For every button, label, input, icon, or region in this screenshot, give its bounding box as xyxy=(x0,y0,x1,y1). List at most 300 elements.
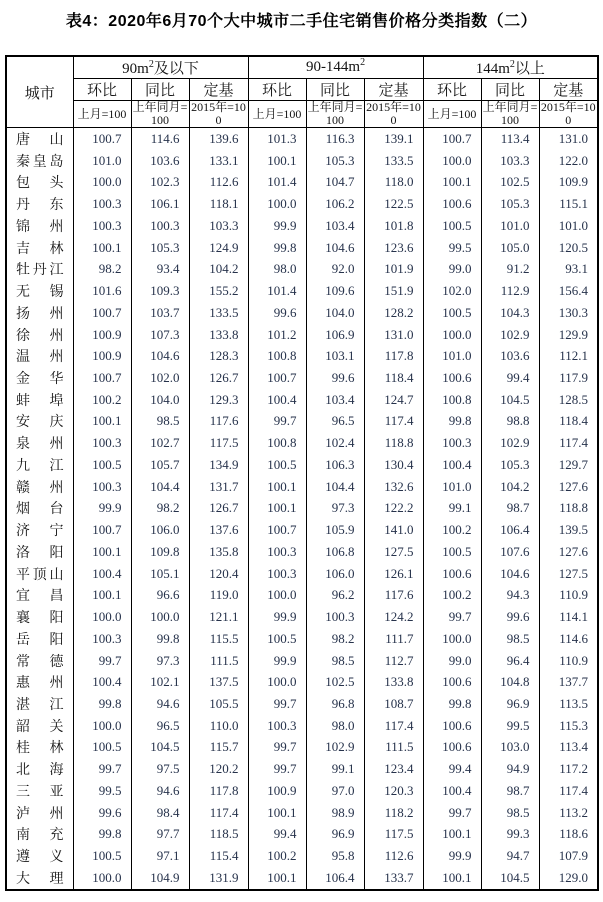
index-value: 99.8 xyxy=(248,237,306,259)
index-value: 117.4 xyxy=(189,802,248,824)
index-value: 98.4 xyxy=(131,802,189,824)
index-value: 100.8 xyxy=(248,432,306,454)
index-value: 98.0 xyxy=(306,715,364,737)
city-name: 湛江 xyxy=(6,693,73,715)
table-row xyxy=(6,650,598,672)
table-row xyxy=(6,280,598,302)
index-value: 104.5 xyxy=(481,867,539,890)
index-value: 98.7 xyxy=(481,780,539,802)
index-value: 100.3 xyxy=(248,715,306,737)
base-header-last-month: 上月=100 xyxy=(248,101,306,128)
index-value: 155.2 xyxy=(189,280,248,302)
index-value: 110.9 xyxy=(539,584,598,606)
index-value: 104.4 xyxy=(131,476,189,498)
city-name: 无锡 xyxy=(6,280,73,302)
base-header-2015: 2015年=100 xyxy=(189,101,248,128)
index-value: 104.6 xyxy=(131,345,189,367)
index-value: 114.6 xyxy=(131,128,189,150)
index-value: 106.2 xyxy=(306,193,364,215)
index-value: 91.2 xyxy=(481,258,539,280)
index-value: 117.8 xyxy=(189,780,248,802)
index-value: 100.0 xyxy=(73,606,131,628)
city-name: 宜昌 xyxy=(6,584,73,606)
index-value: 101.6 xyxy=(73,280,131,302)
index-value: 100.5 xyxy=(423,541,481,563)
city-name: 徐州 xyxy=(6,324,73,346)
index-value: 99.6 xyxy=(306,367,364,389)
index-value: 99.6 xyxy=(481,606,539,628)
index-value: 100.7 xyxy=(423,128,481,150)
index-value: 110.9 xyxy=(539,650,598,672)
index-value: 98.7 xyxy=(481,498,539,520)
index-value: 100.6 xyxy=(423,563,481,585)
index-value: 111.5 xyxy=(364,737,423,759)
index-value: 100.3 xyxy=(73,215,131,237)
city-name: 桂林 xyxy=(6,737,73,759)
index-value: 131.9 xyxy=(189,867,248,890)
index-value: 135.8 xyxy=(189,541,248,563)
index-value: 101.4 xyxy=(248,172,306,194)
index-value: 113.2 xyxy=(539,802,598,824)
table-row xyxy=(6,389,598,411)
city-name: 三亚 xyxy=(6,780,73,802)
index-value: 94.7 xyxy=(481,845,539,867)
city-name: 常德 xyxy=(6,650,73,672)
table-row xyxy=(6,454,598,476)
index-value: 100.5 xyxy=(248,628,306,650)
city-name: 牡丹江 xyxy=(6,258,73,280)
table-header xyxy=(6,56,598,128)
index-value: 124.2 xyxy=(364,606,423,628)
index-value: 102.0 xyxy=(423,280,481,302)
index-value: 100.0 xyxy=(131,606,189,628)
index-value: 105.3 xyxy=(131,237,189,259)
index-value: 100.3 xyxy=(306,606,364,628)
index-value: 100.5 xyxy=(73,454,131,476)
index-value: 97.3 xyxy=(306,498,364,520)
index-value: 98.5 xyxy=(306,650,364,672)
index-value: 97.5 xyxy=(131,758,189,780)
index-value: 112.6 xyxy=(364,845,423,867)
index-value: 112.7 xyxy=(364,650,423,672)
index-value: 100.0 xyxy=(73,867,131,890)
index-value: 117.9 xyxy=(539,367,598,389)
table-row xyxy=(6,432,598,454)
index-value: 108.7 xyxy=(364,693,423,715)
index-value: 100.4 xyxy=(248,389,306,411)
index-value: 102.1 xyxy=(131,671,189,693)
index-value: 117.6 xyxy=(189,411,248,433)
col-header-fixed-base: 定基 xyxy=(189,79,248,101)
index-value: 100.1 xyxy=(73,411,131,433)
index-value: 118.1 xyxy=(189,193,248,215)
index-value: 105.7 xyxy=(131,454,189,476)
table-row xyxy=(6,258,598,280)
index-value: 129.3 xyxy=(189,389,248,411)
index-value: 100.0 xyxy=(73,715,131,737)
index-value: 99.7 xyxy=(423,606,481,628)
index-value: 115.3 xyxy=(539,715,598,737)
table-row xyxy=(6,215,598,237)
index-value: 117.4 xyxy=(364,715,423,737)
index-value: 118.5 xyxy=(189,824,248,846)
base-header-same-month-last-year: 上年同月=100 xyxy=(482,100,538,127)
index-value: 102.0 xyxy=(131,367,189,389)
index-value: 103.6 xyxy=(131,150,189,172)
index-value: 100.3 xyxy=(423,432,481,454)
index-value: 117.4 xyxy=(364,411,423,433)
group-header-90-and-below: $90m^2$及以下 xyxy=(73,56,248,79)
index-value: 99.4 xyxy=(248,824,306,846)
index-value: 100.6 xyxy=(423,671,481,693)
index-value: 111.7 xyxy=(364,628,423,650)
index-value: 107.9 xyxy=(539,845,598,867)
index-value: 99.1 xyxy=(423,498,481,520)
city-name: 赣州 xyxy=(6,476,73,498)
index-value: 100.0 xyxy=(248,671,306,693)
col-header-fixed-base: 定基 xyxy=(539,79,598,101)
index-value: 120.5 xyxy=(539,237,598,259)
index-value: 122.2 xyxy=(364,498,423,520)
index-value: 99.4 xyxy=(423,758,481,780)
table-row xyxy=(6,758,598,780)
index-value: 107.6 xyxy=(481,541,539,563)
table-row xyxy=(6,302,598,324)
index-value: 100.1 xyxy=(248,498,306,520)
index-value: 100.4 xyxy=(423,454,481,476)
index-value: 100.2 xyxy=(423,584,481,606)
index-value: 100.7 xyxy=(248,367,306,389)
index-value: 103.1 xyxy=(306,345,364,367)
index-value: 109.6 xyxy=(306,280,364,302)
index-value: 106.0 xyxy=(306,563,364,585)
index-value: 133.8 xyxy=(189,324,248,346)
index-value: 104.5 xyxy=(481,389,539,411)
index-value: 117.5 xyxy=(364,824,423,846)
index-value: 98.2 xyxy=(306,628,364,650)
table-row xyxy=(6,715,598,737)
index-value: 156.4 xyxy=(539,280,598,302)
index-value: 100.8 xyxy=(248,345,306,367)
index-value: 104.0 xyxy=(306,302,364,324)
index-value: 101.0 xyxy=(73,150,131,172)
index-value: 100.1 xyxy=(73,584,131,606)
index-value: 100.0 xyxy=(423,324,481,346)
index-value: 105.3 xyxy=(306,150,364,172)
col-header-fixed-base: 定基 xyxy=(364,79,423,101)
index-value: 118.6 xyxy=(539,824,598,846)
index-value: 100.1 xyxy=(73,541,131,563)
index-value: 120.3 xyxy=(364,780,423,802)
price-index-table xyxy=(5,55,599,891)
index-value: 116.3 xyxy=(306,128,364,150)
index-value: 115.4 xyxy=(189,845,248,867)
index-value: 100.5 xyxy=(423,215,481,237)
index-value: 100.7 xyxy=(73,519,131,541)
index-value: 102.9 xyxy=(481,324,539,346)
table-row xyxy=(6,867,598,890)
table-row xyxy=(6,345,598,367)
index-value: 103.3 xyxy=(481,150,539,172)
col-header-mom: 环比 xyxy=(248,79,306,101)
table-row xyxy=(6,802,598,824)
index-value: 100.0 xyxy=(73,172,131,194)
index-value: 118.4 xyxy=(364,367,423,389)
index-value: 104.2 xyxy=(481,476,539,498)
index-value: 100.6 xyxy=(423,715,481,737)
index-value: 100.3 xyxy=(131,215,189,237)
index-value: 117.2 xyxy=(539,758,598,780)
index-value: 120.4 xyxy=(189,563,248,585)
index-value: 96.6 xyxy=(131,584,189,606)
index-value: 100.9 xyxy=(248,780,306,802)
index-value: 100.6 xyxy=(423,737,481,759)
table-body xyxy=(6,128,598,891)
index-value: 122.0 xyxy=(539,150,598,172)
index-value: 101.0 xyxy=(539,215,598,237)
city-name: 九江 xyxy=(6,454,73,476)
index-value: 99.0 xyxy=(423,650,481,672)
index-value: 99.8 xyxy=(73,693,131,715)
index-value: 113.4 xyxy=(539,737,598,759)
city-name: 惠州 xyxy=(6,671,73,693)
index-value: 99.9 xyxy=(248,215,306,237)
index-value: 100.4 xyxy=(423,780,481,802)
index-value: 151.9 xyxy=(364,280,423,302)
table-row xyxy=(6,671,598,693)
index-value: 93.1 xyxy=(539,258,598,280)
index-value: 106.8 xyxy=(306,541,364,563)
table-row xyxy=(6,411,598,433)
city-name: 安庆 xyxy=(6,411,73,433)
index-value: 101.0 xyxy=(423,345,481,367)
index-value: 100.1 xyxy=(73,237,131,259)
index-value: 101.2 xyxy=(248,324,306,346)
index-value: 119.0 xyxy=(189,584,248,606)
index-value: 100.5 xyxy=(423,302,481,324)
index-value: 100.0 xyxy=(423,628,481,650)
index-value: 100.1 xyxy=(423,172,481,194)
index-value: 109.8 xyxy=(131,541,189,563)
index-value: 109.3 xyxy=(131,280,189,302)
index-value: 130.4 xyxy=(364,454,423,476)
index-value: 99.7 xyxy=(248,693,306,715)
city-name: 锦州 xyxy=(6,215,73,237)
index-value: 99.9 xyxy=(248,650,306,672)
index-value: 100.2 xyxy=(248,845,306,867)
city-name: 南充 xyxy=(6,824,73,846)
index-value: 97.1 xyxy=(131,845,189,867)
index-value: 118.8 xyxy=(364,432,423,454)
index-value: 114.1 xyxy=(539,606,598,628)
index-value: 99.8 xyxy=(131,628,189,650)
table-row xyxy=(6,737,598,759)
index-value: 106.4 xyxy=(306,867,364,890)
index-value: 100.7 xyxy=(73,367,131,389)
base-header-2015: 2015年=100 xyxy=(539,101,598,128)
table-row xyxy=(6,628,598,650)
index-value: 100.4 xyxy=(73,563,131,585)
index-value: 102.3 xyxy=(131,172,189,194)
index-value: 99.7 xyxy=(248,758,306,780)
table-row xyxy=(6,237,598,259)
index-value: 109.9 xyxy=(539,172,598,194)
index-value: 96.9 xyxy=(306,824,364,846)
table-row xyxy=(6,845,598,867)
index-value: 120.2 xyxy=(189,758,248,780)
index-value: 114.6 xyxy=(539,628,598,650)
table-row xyxy=(6,541,598,563)
index-value: 94.6 xyxy=(131,780,189,802)
index-value: 134.9 xyxy=(189,454,248,476)
index-value: 98.5 xyxy=(481,628,539,650)
index-value: 103.3 xyxy=(189,215,248,237)
index-value: 100.3 xyxy=(248,541,306,563)
index-value: 122.5 xyxy=(364,193,423,215)
index-value: 131.0 xyxy=(364,324,423,346)
index-value: 102.9 xyxy=(481,432,539,454)
index-value: 94.6 xyxy=(131,693,189,715)
index-value: 112.6 xyxy=(189,172,248,194)
col-header-yoy: 同比 xyxy=(131,79,189,101)
table-row xyxy=(6,498,598,520)
city-column-header: 城市 xyxy=(6,56,73,128)
index-value: 94.9 xyxy=(481,758,539,780)
index-value: 130.3 xyxy=(539,302,598,324)
index-value: 131.7 xyxy=(189,476,248,498)
index-value: 96.8 xyxy=(306,693,364,715)
index-value: 99.7 xyxy=(423,802,481,824)
index-value: 132.6 xyxy=(364,476,423,498)
city-name: 遵义 xyxy=(6,845,73,867)
index-value: 126.7 xyxy=(189,367,248,389)
index-value: 123.4 xyxy=(364,758,423,780)
table-row xyxy=(6,193,598,215)
index-value: 104.2 xyxy=(189,258,248,280)
table-row xyxy=(6,519,598,541)
city-name: 大理 xyxy=(6,867,73,890)
city-name: 济宁 xyxy=(6,519,73,541)
index-value: 112.9 xyxy=(481,280,539,302)
index-value: 123.6 xyxy=(364,237,423,259)
city-name: 丹东 xyxy=(6,193,73,215)
city-name: 北海 xyxy=(6,758,73,780)
index-value: 115.7 xyxy=(189,737,248,759)
index-value: 99.4 xyxy=(481,367,539,389)
index-value: 99.8 xyxy=(423,693,481,715)
table-row xyxy=(6,563,598,585)
table-title: 表4：2020年6月70个大中城市二手住宅销售价格分类指数（二） xyxy=(65,13,538,30)
index-value: 104.8 xyxy=(481,671,539,693)
index-value: 107.3 xyxy=(131,324,189,346)
index-value: 98.5 xyxy=(131,411,189,433)
index-value: 99.0 xyxy=(423,258,481,280)
city-name: 洛阳 xyxy=(6,541,73,563)
index-value: 98.9 xyxy=(306,802,364,824)
index-value: 129.7 xyxy=(539,454,598,476)
col-header-yoy: 同比 xyxy=(481,79,539,101)
col-header-yoy: 同比 xyxy=(306,79,364,101)
index-value: 98.2 xyxy=(73,258,131,280)
city-name: 泸州 xyxy=(6,802,73,824)
index-value: 99.8 xyxy=(423,411,481,433)
index-value: 105.3 xyxy=(481,193,539,215)
index-value: 117.4 xyxy=(539,780,598,802)
index-value: 100.0 xyxy=(248,193,306,215)
index-value: 101.0 xyxy=(481,215,539,237)
index-value: 102.4 xyxy=(306,432,364,454)
index-value: 100.8 xyxy=(423,389,481,411)
index-value: 95.8 xyxy=(306,845,364,867)
index-value: 99.3 xyxy=(481,824,539,846)
base-header-same-month-last-year: 上年同月=100 xyxy=(132,100,188,127)
index-value: 99.5 xyxy=(73,780,131,802)
index-value: 115.1 xyxy=(539,193,598,215)
city-name: 岳阳 xyxy=(6,628,73,650)
index-value: 129.0 xyxy=(539,867,598,890)
index-value: 100.0 xyxy=(423,150,481,172)
index-value: 94.3 xyxy=(481,584,539,606)
index-value: 100.1 xyxy=(248,476,306,498)
index-value: 96.9 xyxy=(481,693,539,715)
index-value: 126.1 xyxy=(364,563,423,585)
index-value: 100.0 xyxy=(248,584,306,606)
index-value: 118.0 xyxy=(364,172,423,194)
index-value: 100.2 xyxy=(423,519,481,541)
index-value: 97.7 xyxy=(131,824,189,846)
table-row xyxy=(6,150,598,172)
index-value: 106.4 xyxy=(481,519,539,541)
index-value: 105.3 xyxy=(481,454,539,476)
index-value: 99.9 xyxy=(73,498,131,520)
table-row xyxy=(6,172,598,194)
index-value: 127.5 xyxy=(364,541,423,563)
index-value: 101.3 xyxy=(248,128,306,150)
table-row xyxy=(6,780,598,802)
index-value: 117.4 xyxy=(539,432,598,454)
index-value: 128.3 xyxy=(189,345,248,367)
index-value: 103.4 xyxy=(306,215,364,237)
index-value: 100.3 xyxy=(73,432,131,454)
index-value: 112.1 xyxy=(539,345,598,367)
index-value: 117.6 xyxy=(364,584,423,606)
index-value: 103.7 xyxy=(131,302,189,324)
group-header-144-above: $144m^2$以上 xyxy=(423,56,598,79)
index-value: 98.8 xyxy=(481,411,539,433)
index-value: 100.1 xyxy=(248,867,306,890)
index-value: 100.3 xyxy=(248,563,306,585)
index-value: 99.5 xyxy=(481,715,539,737)
table-row xyxy=(6,693,598,715)
index-value: 113.4 xyxy=(481,128,539,150)
index-value: 100.3 xyxy=(73,628,131,650)
index-value: 100.9 xyxy=(73,345,131,367)
index-value: 104.7 xyxy=(306,172,364,194)
index-value: 100.9 xyxy=(73,324,131,346)
index-value: 105.0 xyxy=(481,237,539,259)
base-header-2015: 2015年=100 xyxy=(364,101,423,128)
base-header-last-month: 上月=100 xyxy=(423,101,481,128)
index-value: 110.0 xyxy=(189,715,248,737)
index-value: 99.7 xyxy=(248,411,306,433)
index-value: 131.0 xyxy=(539,128,598,150)
index-value: 100.3 xyxy=(73,476,131,498)
index-value: 139.5 xyxy=(539,519,598,541)
index-value: 106.1 xyxy=(131,193,189,215)
index-value: 102.5 xyxy=(306,671,364,693)
index-value: 103.0 xyxy=(481,737,539,759)
index-value: 100.6 xyxy=(423,193,481,215)
